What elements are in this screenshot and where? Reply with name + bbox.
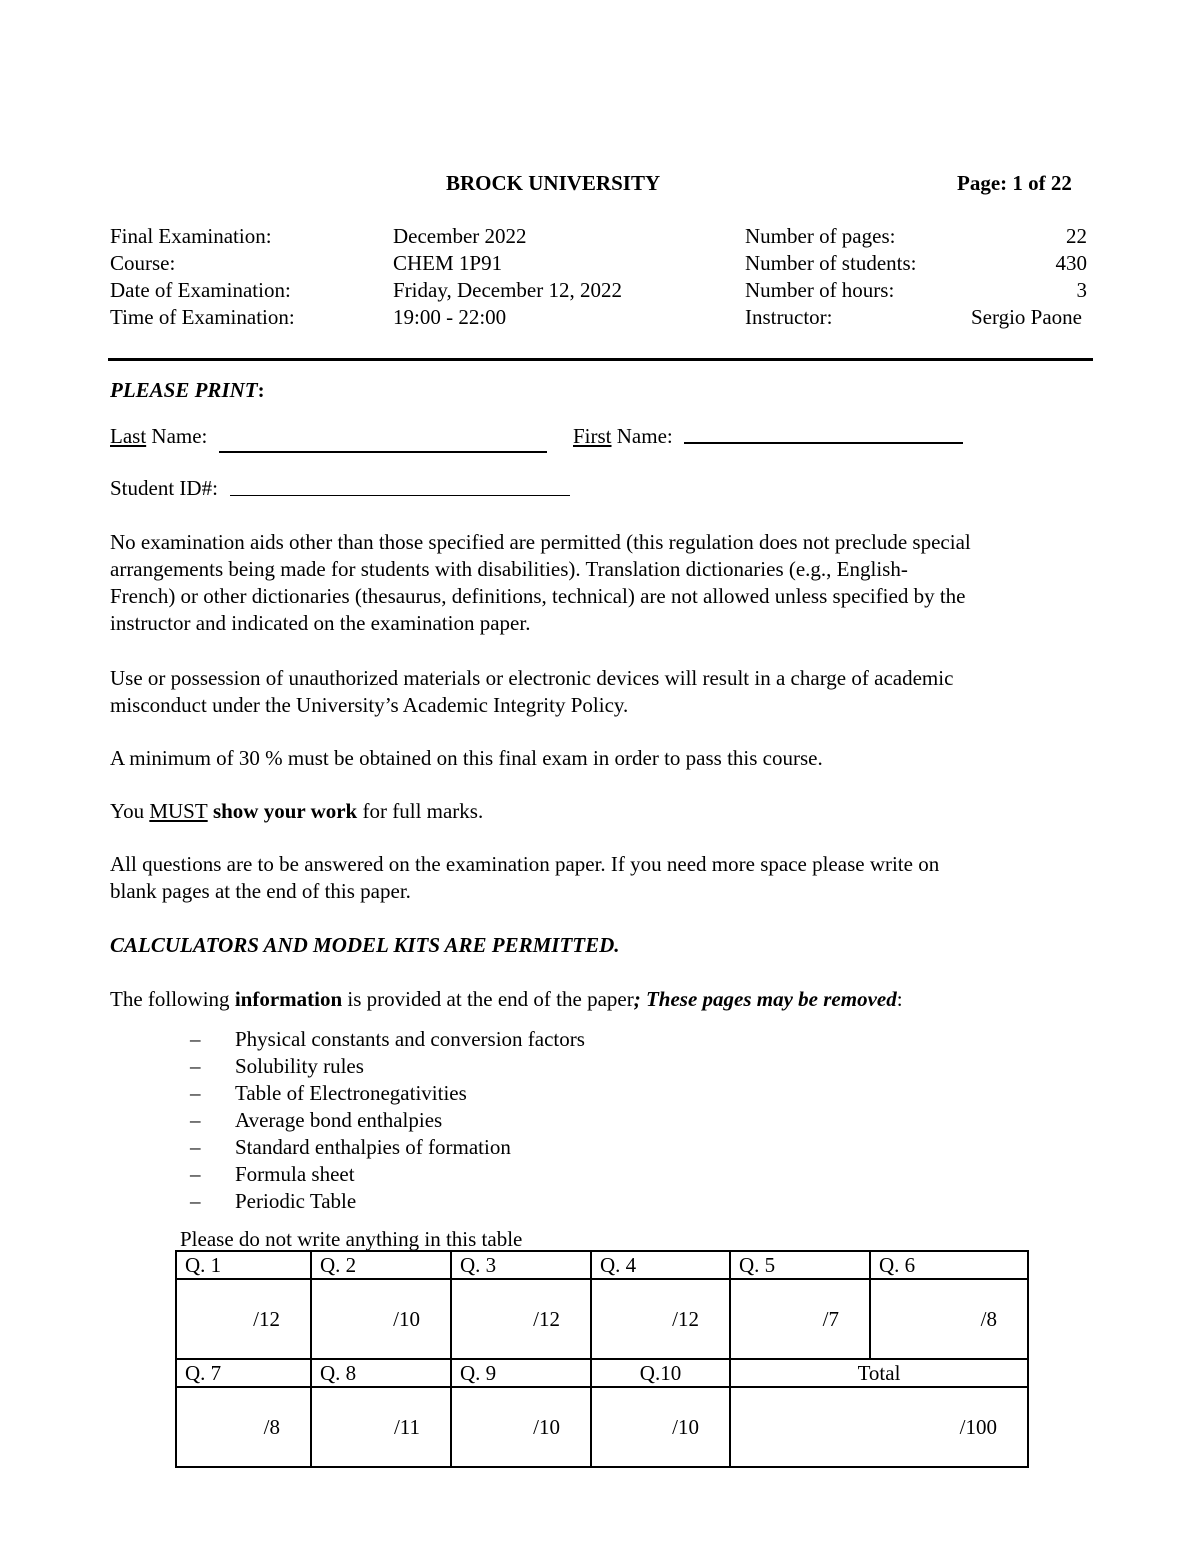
info-value: CHEM 1P91 [393,251,503,275]
bullet-dash: – [190,1162,201,1186]
student-id-label: Student ID#: [110,476,218,500]
bullet-dash: – [190,1189,201,1213]
question-header: Q. 3 [451,1251,591,1279]
table-row [176,1251,1028,1279]
misconduct-paragraph [110,665,1090,719]
question-mark-cell: /10 [311,1279,451,1359]
exam-aids-paragraph [110,529,1090,637]
last-name-field[interactable] [219,451,547,453]
bullet-dash: – [190,1027,201,1051]
info-post: : [896,987,903,1011]
table-row [176,1359,1028,1387]
minimum-paragraph [110,745,1090,772]
list-item-text: Solubility rules [235,1054,364,1078]
list-item-text: Standard enthalpies of formation [235,1135,511,1159]
paragraph-line: arrangements being made for students with disabilities). Translation dictionaries (e.g., English- [110,557,908,581]
info-value: 19:00 - 22:00 [393,305,507,329]
list-item-text: Periodic Table [235,1189,357,1213]
list-item-text: Average bond enthalpies [235,1108,443,1132]
question-header: Q. 6 [870,1251,1028,1279]
question-header: Q. 1 [176,1251,311,1279]
info-mid: is provided at the end of the paper [342,987,634,1011]
work-bold: show your work [207,799,358,823]
info-label: Course: [110,251,176,275]
question-mark-cell: /11 [311,1387,451,1467]
work-post: for full marks. [357,799,484,823]
marks-table [175,1250,1029,1468]
info-value: 3 [1076,278,1087,302]
question-header: Q. 4 [591,1251,730,1279]
table-row [176,1279,1028,1359]
page-number: Page: 1 of 22 [957,171,1072,195]
info-value: Sergio Paone [970,305,1082,329]
info-pre: The following [110,987,235,1011]
question-header: Q. 9 [451,1359,591,1387]
header-divider [108,358,1093,361]
work-must: MUST [149,799,208,823]
info-value: December 2022 [393,224,527,248]
info-label: Number of students: [745,251,917,275]
question-mark-cell: /8 [870,1279,1028,1359]
bullet-dash: – [190,1135,201,1159]
paragraph-line: All questions are to be answered on the examination paper. If you need more space please write on [110,852,940,876]
info-value: 22 [1066,224,1087,248]
paragraph-line: instructor and indicated on the examination paper. [110,611,531,635]
paragraph-line: A minimum of 30 % must be obtained on this final exam in order to pass this course. [110,746,823,770]
list-item-text: Physical constants and conversion factors [235,1027,585,1051]
info-bold: information [234,987,343,1011]
show-work-paragraph [110,798,1090,825]
calculators-notice: CALCULATORS AND MODEL KITS ARE PERMITTED. [110,933,620,957]
info-label: Number of hours: [745,278,895,302]
answer-space-paragraph [110,851,1090,905]
question-mark-cell: /7 [730,1279,870,1359]
total-mark-cell: /100 [730,1387,1028,1467]
paragraph-line: Use or possession of unauthorized materials or electronic devices will result in a charge of academic [110,666,954,690]
question-header: Q. 7 [176,1359,311,1387]
question-header: Q.10 [591,1359,730,1387]
question-header: Q. 8 [311,1359,451,1387]
bullet-dash: – [190,1108,201,1132]
please-print-text: PLEASE PRINT [110,378,258,402]
bullet-dash: – [190,1081,201,1105]
student-id-field[interactable] [230,495,570,496]
info-label: Instructor: [745,305,833,329]
total-header: Total [730,1359,1028,1387]
information-paragraph [110,986,1090,1013]
please-print-heading [110,377,265,404]
question-mark-cell: /12 [451,1279,591,1359]
question-mark-cell: /10 [591,1387,730,1467]
question-mark-cell: /12 [176,1279,311,1359]
bullet-dash: – [190,1054,201,1078]
list-item-text: Formula sheet [235,1162,355,1186]
table-row [176,1387,1028,1467]
last-name-label [110,423,207,450]
work-pre: You [110,799,150,823]
question-mark-cell: /8 [176,1387,311,1467]
last-word: Last [110,424,147,448]
question-header: Q. 2 [311,1251,451,1279]
university-title: BROCK UNIVERSITY [446,171,661,195]
info-removable: ; These pages may be removed [633,987,897,1011]
info-value: Friday, December 12, 2022 [393,278,622,302]
please-print-colon: : [257,378,265,402]
question-header: Q. 5 [730,1251,870,1279]
question-mark-cell: /10 [451,1387,591,1467]
first-rest: Name: [611,424,673,448]
info-label: Date of Examination: [110,278,291,302]
info-label: Number of pages: [745,224,896,248]
info-label: Time of Examination: [110,305,295,329]
paragraph-line: misconduct under the University’s Academic Integrity Policy. [110,693,629,717]
paragraph-line: No examination aids other than those specified are permitted (this regulation does not preclude special [110,530,971,554]
first-word: First [573,424,612,448]
info-label: Final Examination: [110,224,272,248]
info-value: 430 [1055,251,1087,275]
marks-table-caption: Please do not write anything in this table [180,1227,523,1251]
first-name-label [573,423,673,450]
paragraph-line: blank pages at the end of this paper. [110,879,411,903]
list-item-text: Table of Electronegativities [235,1081,467,1105]
paragraph-line: French) or other dictionaries (thesaurus, definitions, technical) are not allowed unless specified by the [110,584,966,608]
first-name-field[interactable] [684,442,963,444]
question-mark-cell: /12 [591,1279,730,1359]
last-rest: Name: [146,424,208,448]
